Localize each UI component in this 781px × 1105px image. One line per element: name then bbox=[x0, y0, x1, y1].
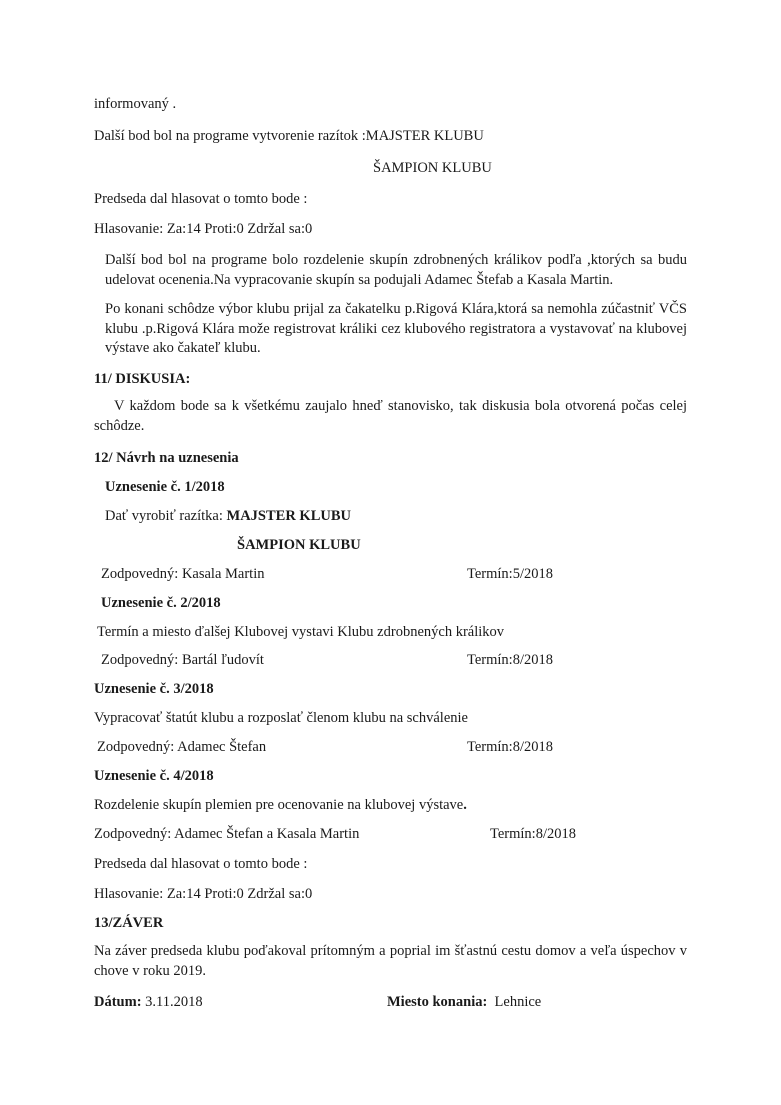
text-predseda-hlasovat-2: Predseda dal hlasovat o tomto bode : bbox=[94, 856, 308, 872]
text-uznesenie-1-termin: Termín:5/2018 bbox=[467, 566, 553, 582]
text-uznesenie-1-majster: MAJSTER KLUBU bbox=[226, 508, 351, 524]
text-uznesenie-1-zodpovedny: Zodpovedný: Kasala Martin bbox=[101, 566, 265, 582]
heading-uznesenie-4: Uznesenie č. 4/2018 bbox=[94, 768, 214, 784]
text-miesto-konania bbox=[387, 993, 541, 1011]
text-sampion-klubu: ŠAMPION KLUBU bbox=[373, 160, 492, 176]
text-informovany: informovaný . bbox=[94, 96, 177, 112]
text-datum-value: 3.11.2018 bbox=[141, 994, 203, 1010]
text-datum bbox=[94, 993, 203, 1011]
text-hlasovanie-2: Hlasovanie: Za:14 Proti:0 Zdržal sa:0 bbox=[94, 886, 313, 902]
text-uznesenie-2: Termín a miesto ďalšej Klubovej vystavi Klubu zdrobnených králikov bbox=[97, 624, 505, 640]
heading-zaver: 13/ZÁVER bbox=[94, 915, 164, 931]
text-uznesenie-3: Vypracovať štatút klubu a rozposlať členom klubu na schválenie bbox=[94, 710, 468, 726]
paragraph-rozdelenie-skupin: Další bod bol na programe bolo rozdelenie skupín zdrobnených králikov podľa ,ktorých sa budu udelovat ocenenia.Na vypracovanie skupín sa podujali Adamec Štefab a Kasala Martin. bbox=[105, 252, 687, 288]
text-miesto-label: Miesto konania: bbox=[387, 994, 488, 1010]
text-uznesenie-1-sampion: ŠAMPION KLUBU bbox=[237, 537, 361, 553]
text-uznesenie-4 bbox=[94, 796, 467, 814]
text-hlasovanie: Hlasovanie: Za:14 Proti:0 Zdržal sa:0 bbox=[94, 221, 313, 237]
paragraph-diskusia: V každom bode sa k všetkému zaujalo hneď stanovisko, tak diskusia bola otvorená počas celej schôdze. bbox=[94, 398, 687, 434]
text-uznesenie-4-zodpovedny: Zodpovedný: Adamec Štefan a Kasala Martin bbox=[94, 826, 360, 842]
text-uznesenie-4-dot: . bbox=[463, 797, 467, 813]
heading-uznesenie-1: Uznesenie č. 1/2018 bbox=[105, 479, 225, 495]
text-uznesenie-2-zodpovedny: Zodpovedný: Bartál ľudovít bbox=[101, 652, 264, 668]
text-datum-label: Dátum: bbox=[94, 994, 142, 1010]
paragraph-cakatelka: Po konani schôdze výbor klubu prijal za čakatelku p.Rigová Klára,ktorá sa nemohla zúčastniť VČS klubu .p.Rigová Klára može registrovat králiki cez klubového registratora a vystavovať na klubovej výstave ako čakateľ klubu. bbox=[105, 301, 687, 356]
text-dalsi-bod-razitok: Další bod bol na programe vytvorenie razítok :MAJSTER KLUBU bbox=[94, 128, 484, 144]
paragraph-zaver: Na záver predseda klubu poďakoval prítomným a poprial im šťastnú cestu domov a veľa úspechov v chove v roku 2019. bbox=[94, 943, 687, 979]
text-uznesenie-1 bbox=[105, 507, 351, 525]
text-uznesenie-3-zodpovedny: Zodpovedný: Adamec Štefan bbox=[97, 739, 267, 755]
text-miesto-value: Lehnice bbox=[487, 994, 542, 1010]
text-uznesenie-3-termin: Termín:8/2018 bbox=[467, 739, 553, 755]
heading-uznesenie-2: Uznesenie č. 2/2018 bbox=[101, 595, 221, 611]
text-uznesenie-4-termin: Termín:8/2018 bbox=[490, 826, 576, 842]
heading-navrh-na-uznesenia: 12/ Návrh na uznesenia bbox=[94, 450, 239, 466]
text-uznesenie-4-body: Rozdelenie skupín plemien pre ocenovanie na klubovej výstave bbox=[94, 797, 464, 813]
text-predseda-hlasovat: Predseda dal hlasovat o tomto bode : bbox=[94, 191, 308, 207]
text-uznesenie-2-termin: Termín:8/2018 bbox=[467, 652, 553, 668]
heading-uznesenie-3: Uznesenie č. 3/2018 bbox=[94, 681, 214, 697]
heading-diskusia: 11/ DISKUSIA: bbox=[94, 371, 191, 387]
text-uznesenie-1-prefix: Dať vyrobiť razítka: bbox=[105, 508, 227, 524]
